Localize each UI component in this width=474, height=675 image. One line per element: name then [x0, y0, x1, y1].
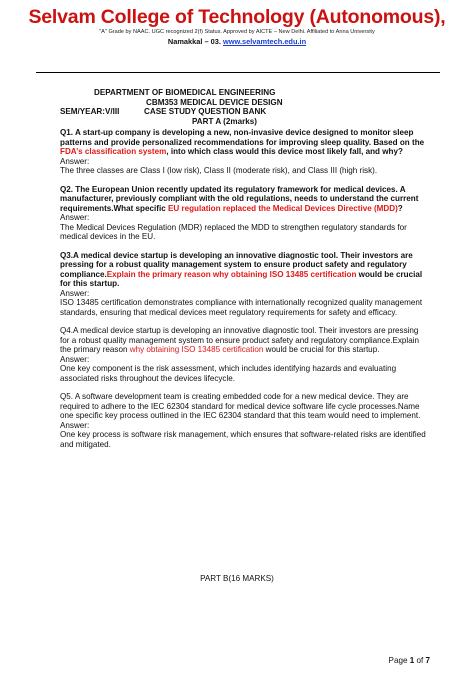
q1-answer-label: Answer: [60, 156, 90, 166]
q3-text: Q3.A medical device startup is developing an innovative diagnostic tool. Their investors are pressing for a robust quality management system to ensure product safety and regulatory compliance. [60, 250, 413, 279]
page-current: 1 [409, 656, 415, 665]
sem-year: SEM/YEAR:V/III [60, 107, 120, 116]
q5-answer-label: Answer: [60, 420, 90, 430]
location-text: Namakkal – 03. [167, 37, 221, 46]
doc-type: CASE STUDY QUESTION BANK [144, 107, 267, 116]
q4-highlight: why obtaining ISO 13485 certification [129, 345, 264, 354]
sem-row [60, 107, 426, 117]
part-b-heading: PART B(16 MARKS) [200, 574, 274, 583]
document-body [60, 88, 426, 449]
page-of-word: of [416, 656, 424, 665]
q2-text: Q2. The European Union recently updated its regulatory framework for medical devices. A manufacturer, previously compliant with the old regulations, needs to understand the current requirements.What specific [60, 184, 419, 213]
question-4 [60, 326, 426, 355]
question-1 [60, 128, 426, 157]
q3-highlight: Explain the primary reason why obtaining ISO 13485 certification [106, 269, 357, 279]
header-divider [36, 72, 440, 73]
q3-answer: ISO 13485 certification demonstrates compliance with internationally recognized quality management standards, ensuring that medical devices meet regulatory requirements for safety and efficacy. [60, 298, 423, 317]
q1-answer: The three classes are Class I (low risk), Class II (moderate risk), and Class III (high risk). [60, 166, 378, 175]
question-3 [60, 251, 426, 289]
q1-text-end: , into which class would this device most likely fall, and why? [166, 147, 403, 156]
website-link[interactable]: www.selvamtech.edu.in [222, 37, 307, 46]
q2-text-end: ? [397, 203, 403, 213]
question-2 [60, 185, 426, 214]
q2-answer: The Medical Devices Regulation (MDR) replaced the MDD to strengthen regulatory standards for medical devices in the EU. [60, 222, 407, 241]
course-title: CBM353 MEDICAL DEVICE DESIGN [146, 97, 283, 107]
page-total: 7 [425, 656, 430, 665]
part-a-heading: PART A (2marks) [192, 116, 257, 126]
page-word: Page [388, 656, 408, 665]
q2-highlight: EU regulation replaced the Medical Devices Directive (MDD) [167, 203, 398, 213]
contact-line [0, 37, 474, 47]
q5-answer: One key process is software risk management, which ensures that software-related risks are identified and mitigated. [60, 430, 426, 449]
question-5: Q5. A software development team is creating embedded code for a new medical device. They are required to adhere to the IEC 62304 standard for medical device software life cycle processes.Name one specific key process outlined in the IEC 62304 standard that this team would need to implement. [60, 392, 421, 420]
department-title: DEPARTMENT OF BIOMEDICAL ENGINEERING [94, 88, 276, 97]
q2-answer-label: Answer: [60, 213, 90, 222]
q1-highlight: FDA’s classification system [60, 147, 167, 156]
q1-text: Q1. A start-up company is developing a new, non-invasive device designed to monitor sleep patterns and provide personalized recommendations for improving sleep quality. Based on the [60, 128, 425, 147]
college-name: Selvam College of Technology (Autonomous), [28, 6, 446, 28]
q4-text: Q4.A medical device startup is developing an innovative diagnostic tool. Their investors are pressing for a robust quality management system to ensure product safety and regulatory compliance.Explain the primary reason [60, 326, 420, 354]
q4-answer-label: Answer: [60, 354, 90, 364]
page-indicator [389, 656, 430, 665]
accreditation-line: "A" Grade by NAAC. UGC recognized 2(f) Status. Approved by AICTE – New Delhi. Affiliated to Anna University [99, 29, 375, 35]
letterhead [0, 6, 474, 47]
q4-text-end: would be crucial for this startup. [263, 345, 380, 354]
q3-text-end: would be crucial for this startup. [60, 269, 423, 288]
q3-answer-label: Answer: [60, 288, 90, 298]
q4-answer: One key component is the risk assessment, which includes identifying hazards and evaluating associated risks throughout the devices lifecycle. [60, 364, 397, 383]
